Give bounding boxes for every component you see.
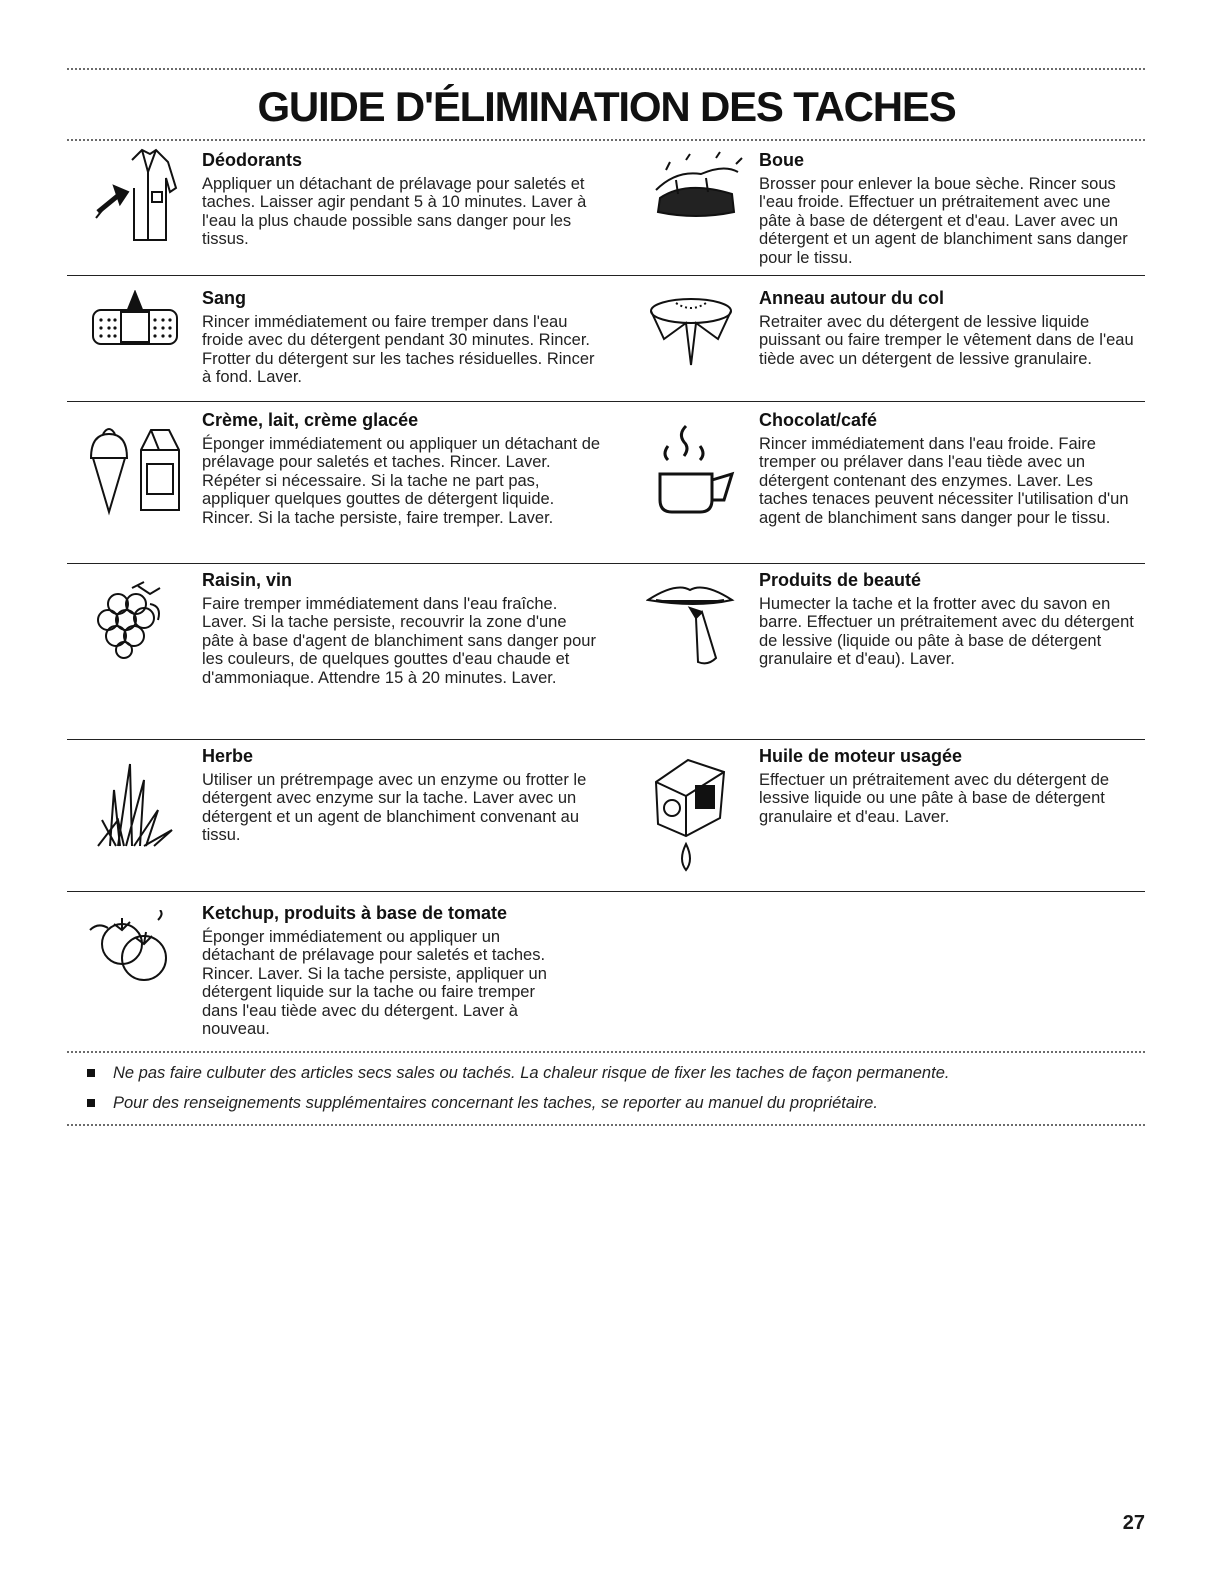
bandage-icon (91, 290, 181, 350)
note-text: Pour des renseignements supplémentaires concernant les taches, se reporter au manuel du propriétaire. (113, 1094, 878, 1112)
title-dotted-rule (67, 139, 1145, 141)
stain-text: Éponger immédiatement ou appliquer un détachant de prélavage pour saletés et taches. Rincer. Laver. Répéter si nécessaire. Si la tache ne part pas, appliquer quelques gouttes de détergent liquide. Rincer. Si la tache persiste, faire tremper. Laver. (202, 435, 601, 527)
grapes-icon (88, 580, 178, 660)
stain-entry-grape-wine (202, 570, 602, 687)
stain-title: Chocolat/café (759, 410, 878, 430)
stain-text: Retraiter avec du détergent de lessive liquide puissant ou faire tremper le vêtement dans de l'eau tiède avec un détergent de lessive granulaire. (759, 313, 1134, 368)
ice-cream-milk-icon (85, 420, 185, 520)
stain-title: Crème, lait, crème glacée (202, 410, 419, 430)
square-bullet-icon (87, 1099, 95, 1107)
stain-title: Ketchup, produits à base de tomate (202, 903, 508, 923)
stain-title: Herbe (202, 746, 254, 766)
square-bullet-icon (87, 1069, 95, 1077)
mud-icon (646, 150, 746, 220)
stain-text: Faire tremper immédiatement dans l'eau fraîche. Laver. Si la tache persiste, recouvrir la zone d'une pâte à base d'agent de blanchiment sans danger pour les couleurs, de quelques gouttes d'eau chaude et d'ammoniaque. Attendre 15 à 20 minutes. Laver. (202, 595, 596, 687)
stain-entry-mud (759, 150, 1139, 267)
stain-text: Humecter la tache et la frotter avec du savon en barre. Effectuer un prétraitement avec du détergent de lessive (liquide ou pâte à base de détergent granulaire et d'eau). Laver. (759, 595, 1134, 669)
page-title: GUIDE D'ÉLIMINATION DES TACHES (257, 83, 956, 130)
row-divider (67, 275, 1145, 276)
collar-icon (646, 293, 736, 373)
row-divider (67, 891, 1145, 892)
row-divider (67, 739, 1145, 740)
stain-entry-used-motor-oil (759, 746, 1139, 826)
stain-text: Appliquer un détachant de prélavage pour saletés et taches. Laisser agir pendant 5 à 10 minutes. Laver à l'eau la plus chaude possible sans danger pour les tissus. (202, 175, 587, 249)
top-dotted-rule (67, 68, 1145, 70)
stain-title: Produits de beauté (759, 570, 922, 590)
tomato-icon (88, 910, 178, 985)
stain-text: Rincer immédiatement dans l'eau froide. Faire tremper ou prélaver dans l'eau tiède avec un détergent contenant des enzymes. Laver. Les taches tenaces peuvent nécessiter l'utilisation d'un agent de blanchiment sans danger pour le tissu. (759, 435, 1129, 527)
notes-top-dotted-rule (67, 1051, 1145, 1053)
row-divider (67, 401, 1145, 402)
engine-oil-icon (646, 752, 736, 882)
stain-entry-grass (202, 746, 602, 845)
stain-text: Brosser pour enlever la boue sèche. Rincer sous l'eau froide. Effectuer un prétraitement avec une pâte à base de détergent et d'eau. Laver avec un détergent et un agent de blanchiment sans danger pour le tissu. (759, 175, 1128, 267)
notes-bottom-dotted-rule (67, 1124, 1145, 1126)
shirt-arrow-icon (90, 148, 180, 243)
stain-text: Rincer immédiatement ou faire tremper dans l'eau froide avec du détergent pendant 30 minutes. Rincer. Frotter du détergent sur les taches résiduelles. Rincer à fond. Laver. (202, 313, 595, 387)
note-text: Ne pas faire culbuter des articles secs sales ou tachés. La chaleur risque de fixer les taches de façon permanente. (113, 1064, 950, 1082)
coffee-cup-icon (652, 420, 742, 520)
stain-entry-chocolate-coffee (759, 410, 1139, 527)
stain-entry-deodorants (202, 150, 602, 249)
note-item (87, 1093, 1147, 1123)
stain-title: Anneau autour du col (759, 288, 945, 308)
stain-entry-beauty-products (759, 570, 1139, 669)
stain-text: Éponger immédiatement ou appliquer un détachant de prélavage pour saletés et taches. Rincer. Laver. Si la tache persiste, appliquer un détergent liquide sur la tache ou faire tremper dans l'eau tiède avec du détergent. Laver à nouveau. (202, 928, 547, 1039)
stain-title: Déodorants (202, 150, 303, 170)
stain-entry-blood (202, 288, 602, 387)
row-divider (67, 563, 1145, 564)
lipstick-icon (646, 578, 736, 673)
stain-entry-cream-milk (202, 410, 602, 527)
grass-icon (88, 760, 178, 850)
stain-title: Huile de moteur usagée (759, 746, 963, 766)
stain-title: Sang (202, 288, 247, 308)
stain-text: Effectuer un prétraitement avec du détergent de lessive liquide ou une pâte à base de détergent granulaire et d'eau. Laver. (759, 771, 1110, 826)
page-number: 27 (1122, 1512, 1145, 1534)
stain-text: Utiliser un prétrempage avec un enzyme ou frotter le détergent avec enzyme sur la tache. Laver avec un détergent et un agent de blanchiment convenant au tissu. (202, 771, 587, 845)
note-item (87, 1063, 1147, 1093)
stain-title: Boue (759, 150, 804, 170)
stain-entry-ring-around-collar (759, 288, 1139, 368)
stain-entry-ketchup-tomato (202, 903, 572, 1038)
stain-title: Raisin, vin (202, 570, 293, 590)
notes-list (87, 1063, 1147, 1123)
